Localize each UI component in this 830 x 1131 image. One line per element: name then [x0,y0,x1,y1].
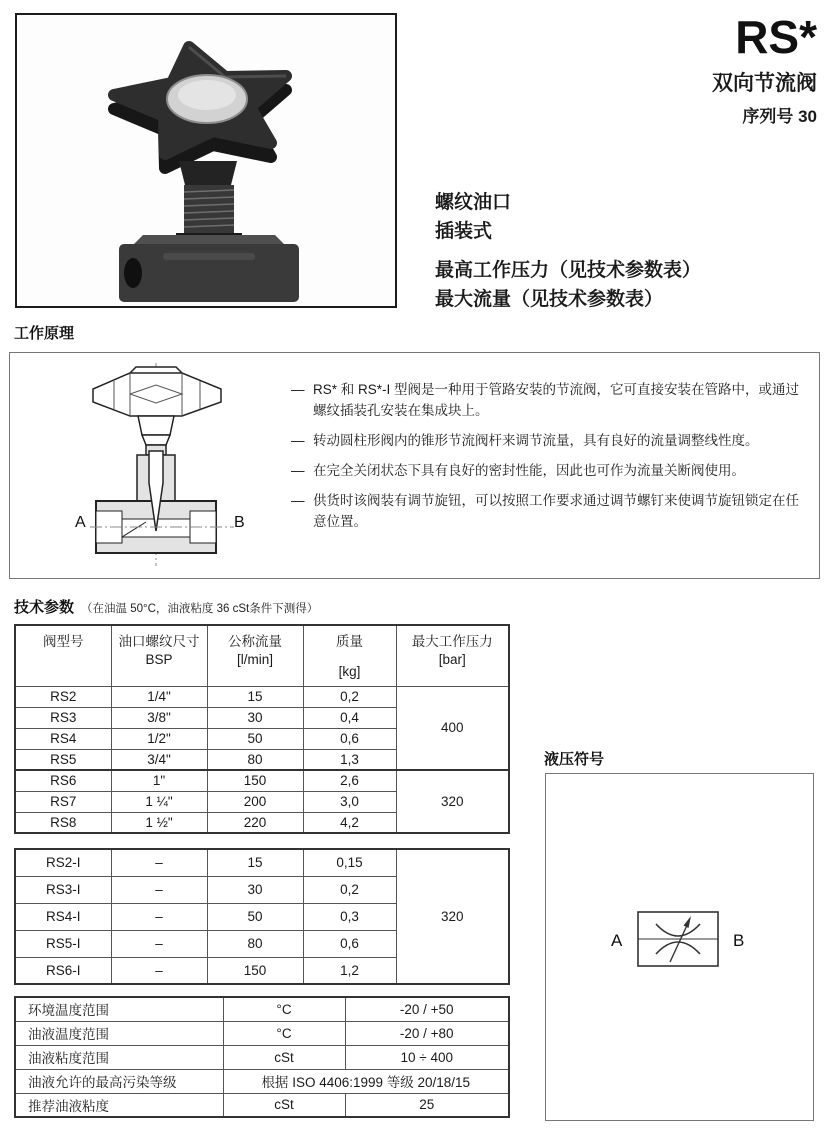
cell-mass: 0,15 [303,849,396,876]
spec-reference-block [435,256,701,315]
knob-top-plateau [130,367,182,373]
throttle-valve-symbol [599,904,765,980]
cell-bsp: – [111,849,207,876]
valve-cross-section-diagram [74,361,246,568]
adjustability-arrow-head [684,916,692,928]
cell-model: RS5 [15,749,111,770]
bullet-text: 转动圆柱形阀内的锥形节流阀杆来调节流量，具有良好的流量调整线性度。 [313,433,759,449]
col-header-mass: 质量 [kg] [303,625,396,686]
cell-mass: 0,6 [303,930,396,957]
cell-mass: 0,2 [303,876,396,903]
cell-flow: 80 [207,749,303,770]
bullet-text: 在完全关闭状态下具有良好的密封性能，因此也可作为流量关断阀使用。 [313,463,745,479]
cell-flow: 200 [207,791,303,812]
cell-bsp: – [111,903,207,930]
bonnet-lower [142,435,170,445]
cell-flow: 15 [207,849,303,876]
cell-bsp: 1 ¼" [111,791,207,812]
cell-merged-value: 根据 ISO 4406:1999 等级 20/18/15 [223,1069,509,1093]
cell-model: RS4-I [15,903,111,930]
table-row [15,849,509,876]
col-header-pressure: 最大工作压力 [bar] [396,625,509,686]
cell-flow: 30 [207,707,303,728]
operating-conditions-table [14,996,510,1118]
product-photo-frame [15,13,397,308]
cell-condition-label: 推荐油液粘度 [15,1093,223,1117]
cell-value: -20 / +80 [345,1021,509,1045]
cell-model: RS8 [15,812,111,833]
cell-mass: 4,2 [303,812,396,833]
bullet-dash: — [291,433,305,449]
cell-model: RS7 [15,791,111,812]
bullet-item [291,430,805,451]
cell-mass: 0,3 [303,903,396,930]
cell-condition-label: 油液允许的最高污染等级 [15,1069,223,1093]
adjustability-arrow-shaft [670,921,689,962]
cell-condition-label: 油液温度范围 [15,1021,223,1045]
cell-mass: 3,0 [303,791,396,812]
body-highlight [163,253,255,260]
cell-mass: 0,6 [303,728,396,749]
bullet-text: 供货时该阀装有调节旋钮，可以按照工作要求通过调节螺钉来使调节旋钮锁定在任意位置。 [313,493,799,530]
bullet-item [291,490,805,532]
cell-flow: 50 [207,903,303,930]
body-top-face [133,235,285,245]
cell-unit: cSt [223,1093,345,1117]
symbol-port-b: B [733,931,745,950]
spec-line: 最大流量（见技术参数表） [435,289,664,311]
tech-params-title: 技术参数 [14,599,75,616]
cell-model: RS3-I [15,876,111,903]
hydraulic-symbol-section [545,773,814,1121]
bullet-text: RS* 和 RS*-I 型阀是一种用于管路安装的节流阀，它可直接安装在管路中，或通过螺纹插装孔安装在集成块上。 [313,382,800,419]
cell-flow: 30 [207,876,303,903]
bullet-dash: — [291,493,305,509]
cell-flow: 150 [207,957,303,984]
feature-line: 插装式 [435,221,493,243]
cell-mass: 1,2 [303,957,396,984]
knob-neck [179,161,237,185]
bonnet-upper [138,416,174,435]
cell-model: RS4 [15,728,111,749]
valve-body [119,244,299,302]
cell-model: RS2-I [15,849,111,876]
cell-bsp: 1 ½" [111,812,207,833]
hydraulic-symbol-heading: 液压符号 [544,751,605,768]
page-title: RS* [735,11,817,63]
table-row [15,1093,509,1117]
cell-model: RS5-I [15,930,111,957]
col-header-model: 阀型号 [15,625,111,686]
cell-model: RS3 [15,707,111,728]
series-number: 序列号 30 [742,107,817,126]
working-principle-bullet-list [291,379,805,541]
feature-block [435,188,511,247]
cell-bsp: 1/2" [111,728,207,749]
cell-flow: 50 [207,728,303,749]
cell-condition-label: 油液粘度范围 [15,1045,223,1069]
knob-outline [93,373,221,416]
cell-bsp: – [111,930,207,957]
cell-flow: 15 [207,686,303,707]
cell-unit: °C [223,1021,345,1045]
cell-mass: 0,2 [303,686,396,707]
valve-product-photo [17,15,395,306]
cell-flow: 80 [207,930,303,957]
valve-type-subtitle: 双向节流阀 [712,72,817,95]
col-header-bsp: 油口螺纹尺寸 BSP [111,625,207,686]
cell-unit: cSt [223,1045,345,1069]
cell-value: 25 [345,1093,509,1117]
bullet-item [291,379,805,421]
cell-model: RS6-I [15,957,111,984]
cell-pressure-group: 320 [396,770,509,833]
cell-pressure-group: 320 [396,849,509,984]
bullet-item [291,460,805,481]
cell-mass: 2,6 [303,770,396,791]
table-row [15,1045,509,1069]
spec-table-rs [14,624,510,834]
cell-bsp: 3/4" [111,749,207,770]
cell-bsp: 3/8" [111,707,207,728]
cell-value: -20 / +50 [345,997,509,1021]
port-label-b: B [234,514,245,531]
table-row [15,1069,509,1093]
table-row [15,997,509,1021]
cell-mass: 0,4 [303,707,396,728]
table-row [15,686,509,707]
working-principle-section [9,352,820,579]
table-header-row [15,625,509,686]
bullet-dash: — [291,382,305,397]
cell-pressure-group: 400 [396,686,509,770]
cell-bsp: 1" [111,770,207,791]
tech-params-heading [14,596,318,617]
col-header-flow: 公称流量 [l/min] [207,625,303,686]
cell-bsp: – [111,876,207,903]
cell-mass: 1,3 [303,749,396,770]
spec-table-rs-i [14,848,510,985]
bullet-dash: — [291,463,305,479]
cell-bsp: 1/4" [111,686,207,707]
table-row [15,770,509,791]
cell-model: RS2 [15,686,111,707]
title-block [712,11,817,127]
cell-bsp: – [111,957,207,984]
working-principle-heading: 工作原理 [14,325,75,342]
cell-value: 10 ÷ 400 [345,1045,509,1069]
cell-flow: 150 [207,770,303,791]
cell-unit: °C [223,997,345,1021]
cell-condition-label: 环境温度范围 [15,997,223,1021]
table-row [15,1021,509,1045]
cell-model: RS6 [15,770,111,791]
port-label-a: A [75,514,86,531]
throttle-arc-upper [656,924,700,936]
spec-line: 最高工作压力（见技术参数表） [435,260,702,281]
symbol-port-a: A [611,931,623,950]
feature-line: 螺纹油口 [435,192,512,213]
cell-flow: 220 [207,812,303,833]
port-hole [124,258,142,288]
knob-center-highlight [178,80,236,110]
tech-params-note: （在油温 50°C，油液粘度 36 cSt条件下测得） [81,603,319,615]
